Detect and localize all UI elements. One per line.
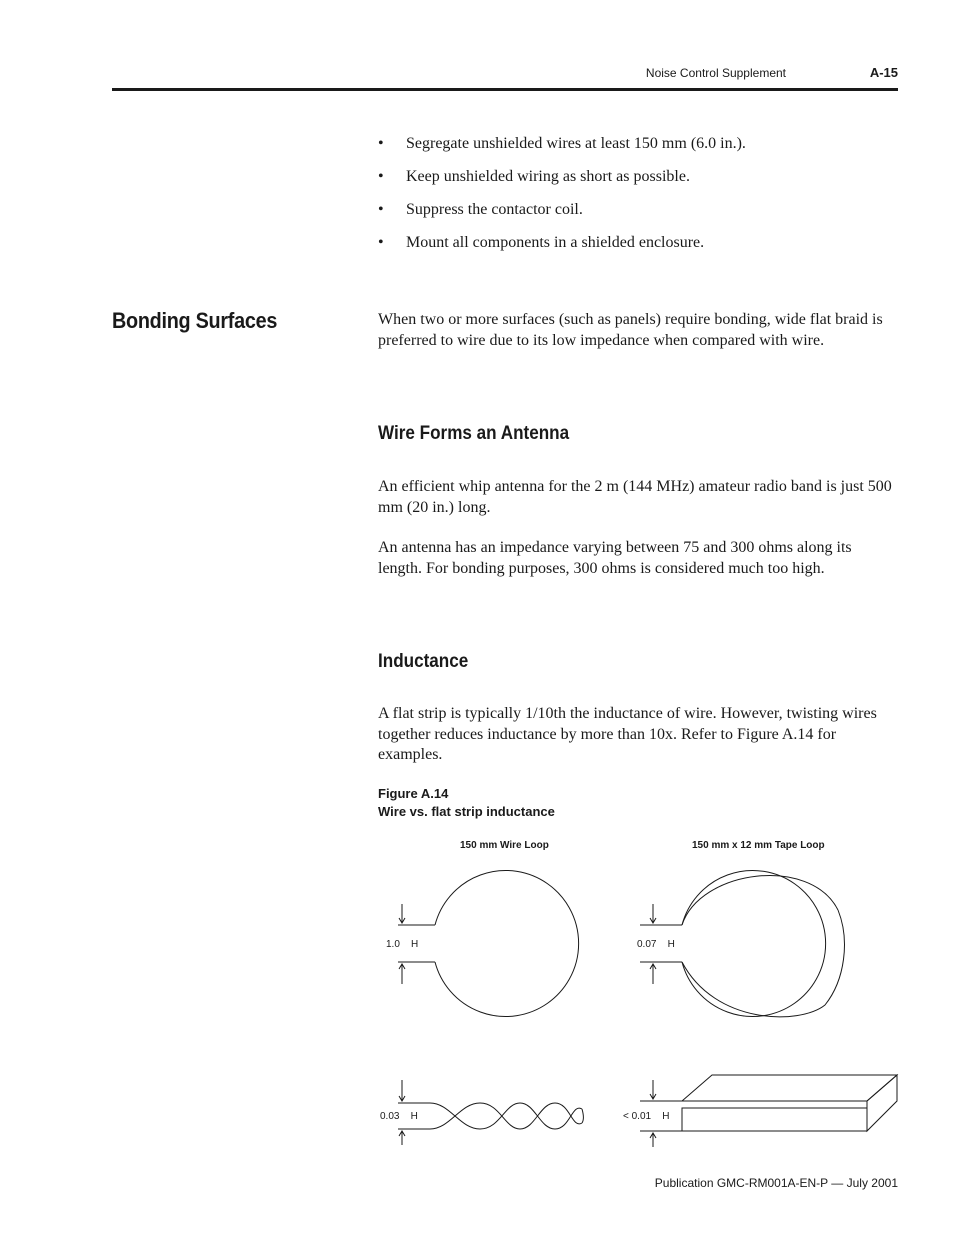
recommendation-list bbox=[378, 134, 746, 266]
inductance-heading: Inductance bbox=[378, 651, 469, 672]
tape-loop-value: 0.07 H bbox=[637, 939, 675, 950]
inductance-figure bbox=[360, 830, 910, 1150]
figure-caption: Wire vs. flat strip inductance bbox=[378, 804, 555, 819]
flat-strip-front bbox=[682, 1108, 867, 1131]
wire-loop-value: 1.0 H bbox=[386, 939, 419, 950]
list-item bbox=[378, 233, 746, 266]
inductance-paragraph: A flat strip is typically 1/10th the inductance of wire. However, twisting wires together reduces inductance by more than 10x. Refer to Figure A.14 for examples. bbox=[378, 705, 877, 763]
section-intro: When two or more surfaces (such as panels) require bonding, wide flat braid is preferred to wire due to its low impedance when compared with wire. bbox=[378, 311, 883, 349]
list-item bbox=[378, 200, 746, 233]
list-item-text: Keep unshielded wiring as short as possible. bbox=[406, 168, 690, 185]
antenna-paragraph-2: An antenna has an impedance varying between 75 and 300 ohms along its length. For bonding purposes, 300 ohms is considered much too high. bbox=[378, 539, 852, 577]
list-item bbox=[378, 134, 746, 167]
flat-strip-side bbox=[867, 1075, 897, 1131]
flat-strip-value: < 0.01 H bbox=[623, 1111, 670, 1122]
figure-number: Figure A.14 bbox=[378, 786, 449, 801]
antenna-paragraph-1: An efficient whip antenna for the 2 m (144 MHz) amateur radio band is just 500 mm (20 in.) long. bbox=[378, 478, 892, 516]
section-heading: Bonding Surfaces bbox=[112, 308, 278, 333]
antenna-heading: Wire Forms an Antenna bbox=[378, 423, 570, 444]
page-number: A-15 bbox=[869, 65, 898, 80]
list-item-text: Suppress the contactor coil. bbox=[406, 201, 583, 218]
list-item bbox=[378, 167, 746, 200]
tape-loop-inner bbox=[682, 875, 838, 925]
running-header-title: Noise Control Supplement bbox=[645, 66, 786, 80]
tape-loop-outer bbox=[682, 871, 826, 1017]
tape-loop-title: 150 mm x 12 mm Tape Loop bbox=[692, 840, 825, 851]
bullet-glyph: • bbox=[378, 234, 384, 251]
twisted-pair-strand-a bbox=[430, 1103, 582, 1129]
wire-loop-drawing bbox=[435, 871, 579, 1017]
list-item-text: Segregate unshielded wires at least 150 mm (6.0 in.). bbox=[406, 135, 746, 152]
wire-loop-title: 150 mm Wire Loop bbox=[460, 840, 549, 851]
bullet-glyph: • bbox=[378, 135, 384, 152]
bullet-glyph: • bbox=[378, 201, 384, 218]
header-rule bbox=[112, 88, 898, 91]
publication-footer: Publication GMC-RM001A-EN-P — July 2001 bbox=[654, 1176, 898, 1190]
list-item-text: Mount all components in a shielded enclosure. bbox=[406, 234, 705, 251]
bullet-glyph: • bbox=[378, 168, 384, 185]
twisted-pair-strand-b bbox=[430, 1103, 582, 1129]
twisted-pair-value: 0.03 H bbox=[380, 1111, 418, 1122]
flat-strip-top bbox=[682, 1075, 897, 1101]
